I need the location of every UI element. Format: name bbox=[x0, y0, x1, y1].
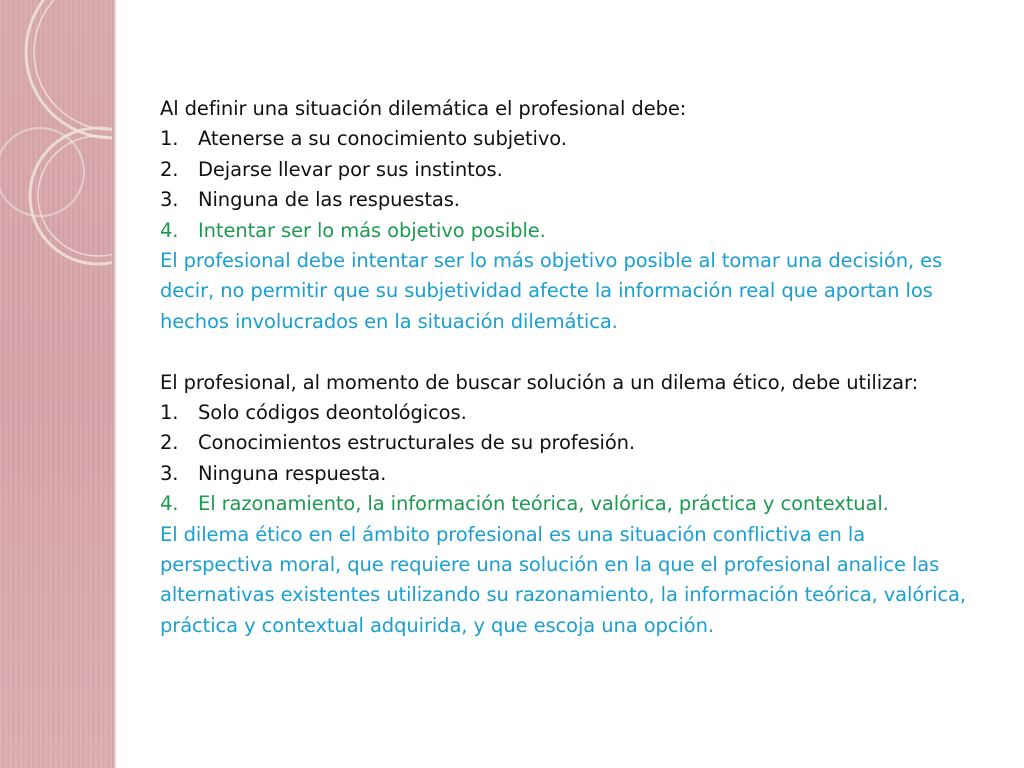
question-1-option-3 bbox=[160, 185, 980, 215]
question-2-explanation: El dilema ético en el ámbito profesional es una situación conflictiva en la perspectiva moral, que requiere una solución en la que el profesional analice las alternativas existentes utilizando su razonamiento, la información teórica, valórica, práctica y contextual adquirida, y que escoja una opción. bbox=[160, 522, 966, 637]
question-1 bbox=[160, 94, 980, 337]
decorative-side-panel bbox=[0, 0, 112, 768]
question-1-option-2 bbox=[160, 155, 980, 185]
option-number: 4. bbox=[160, 492, 179, 516]
question-1-option-1 bbox=[160, 124, 980, 154]
question-1-options bbox=[160, 124, 980, 246]
question-2-option-2 bbox=[160, 428, 980, 458]
question-1-explanation: El profesional debe intentar ser lo más objetivo posible al tomar una decisión, es decir, no permitir que su subjetividad afecte la información real que aportan los hechos involucrados en la situación dilemática. bbox=[160, 249, 943, 333]
option-text: Conocimientos estructurales de su profesión. bbox=[198, 431, 636, 455]
decorative-rings-graphic bbox=[0, 0, 112, 320]
option-number: 1. bbox=[160, 401, 179, 425]
question-2-option-3 bbox=[160, 459, 980, 489]
option-number: 3. bbox=[160, 461, 179, 485]
question-2 bbox=[160, 368, 980, 642]
option-text: Ninguna respuesta. bbox=[198, 461, 387, 485]
question-2-correct-option bbox=[160, 489, 980, 519]
question-2-option-1 bbox=[160, 398, 980, 428]
question-2-options bbox=[160, 398, 980, 520]
option-text: Ninguna de las respuestas. bbox=[198, 188, 460, 212]
option-number: 2. bbox=[160, 157, 179, 181]
option-text: Dejarse llevar por sus instintos. bbox=[198, 157, 503, 181]
option-number: 1. bbox=[160, 127, 179, 151]
option-text: Solo códigos deontológicos. bbox=[198, 401, 467, 425]
option-number: 2. bbox=[160, 431, 179, 455]
question-1-prompt: Al definir una situación dilemática el profesional debe: bbox=[160, 97, 687, 120]
option-number: 4. bbox=[160, 218, 179, 242]
option-text: Intentar ser lo más objetivo posible. bbox=[198, 218, 546, 242]
question-2-prompt: El profesional, al momento de buscar solución a un dilema ético, debe utilizar: bbox=[160, 370, 919, 394]
side-panel-edge bbox=[112, 0, 116, 768]
slide-content bbox=[160, 94, 980, 641]
option-text: Atenerse a su conocimiento subjetivo. bbox=[198, 127, 567, 151]
option-number: 3. bbox=[160, 188, 179, 212]
question-1-correct-option bbox=[160, 216, 980, 246]
option-text: El razonamiento, la información teórica, valórica, práctica y contextual. bbox=[198, 492, 889, 516]
section-spacer bbox=[160, 337, 980, 367]
